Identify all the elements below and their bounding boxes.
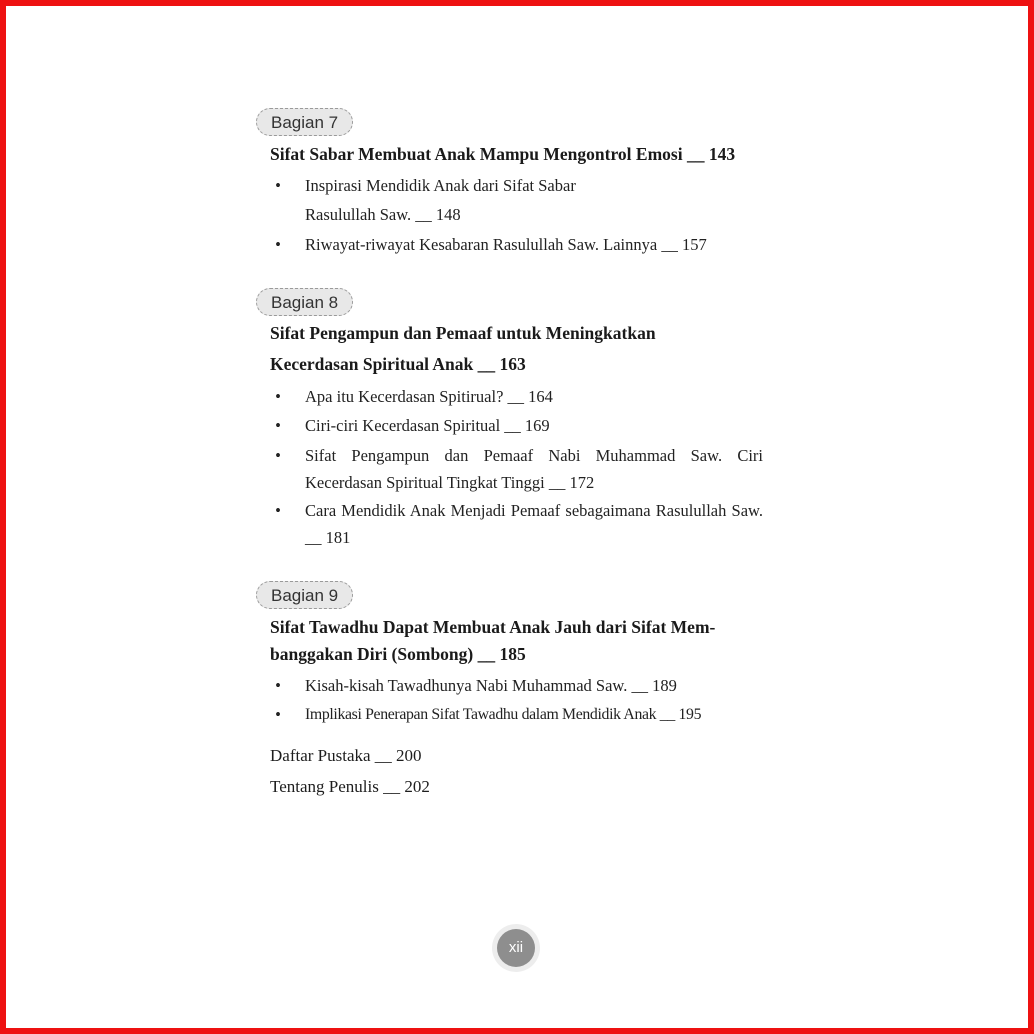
toc-entry-text: Implikasi Penerapan Sifat Tawadhu dalam Mendidik Anak __ 195 [305,706,702,723]
toc-entry-text: Kisah-kisah Tawadhunya Nabi Muhammad Saw. __ 189 [305,676,677,695]
toc-entry[interactable] [275,172,763,228]
toc-entry-text: Cara Mendidik Anak Menjadi Pemaaf sebagaimana Rasulullah Saw. __ 181 [305,501,763,547]
toc-entry-text: Sifat Pengampun dan Pemaaf Nabi Muhammad Saw. Ciri Kecerdasan Spiritual Tingkat Tinggi __ 172 [305,446,763,492]
bullet-icon: • [275,446,281,465]
chapter-title-8-line2[interactable]: Kecerdasan Spiritual Anak __ 163 [270,354,526,374]
page-number: xii [497,929,535,967]
chapter-title-9[interactable]: Sifat Tawadhu Dapat Membuat Anak Jauh dari Sifat Mem-banggakan Diri (Sombong) __ 185 [270,617,716,664]
toc-entry[interactable] [275,442,763,496]
section-badge-9: Bagian 9 [256,581,353,609]
toc-entry[interactable] [275,412,763,439]
toc-entry-text: Riwayat-riwayat Kesabaran Rasulullah Saw. Lainnya __ 157 [305,235,707,254]
bullet-icon: • [275,705,281,724]
toc-entry[interactable] [275,383,763,410]
toc-entry-text: Apa itu Kecerdasan Spitirual? __ 164 [305,387,553,406]
page-number-badge [492,924,540,972]
bullet-icon: • [275,235,281,254]
toc-entry-line: Inspirasi Mendidik Anak dari Sifat Sabar [305,176,576,195]
bullet-icon: • [275,387,281,406]
toc-entry[interactable] [275,672,763,699]
section-badge-8: Bagian 8 [256,288,353,316]
bullet-icon: • [275,501,281,520]
chapter-title-7[interactable]: Sifat Sabar Membuat Anak Mampu Mengontrol Emosi __ 143 [270,144,736,164]
toc-entry-line: Rasulullah Saw. __ 148 [305,205,461,224]
toc-entry-about-author[interactable]: Tentang Penulis __ 202 [270,777,430,796]
toc-entry[interactable] [275,701,763,728]
toc-entry-text: Ciri-ciri Kecerdasan Spiritual __ 169 [305,416,550,435]
bullet-icon: • [275,676,281,695]
section-badge-7: Bagian 7 [256,108,353,136]
toc-entry[interactable] [275,497,763,551]
toc-entry[interactable] [275,231,763,258]
bullet-icon: • [275,416,281,435]
toc-entry-bibliography[interactable]: Daftar Pustaka __ 200 [270,746,422,765]
bullet-icon: • [275,176,281,195]
chapter-title-8-line1[interactable]: Sifat Pengampun dan Pemaaf untuk Meningkatkan [270,323,656,343]
